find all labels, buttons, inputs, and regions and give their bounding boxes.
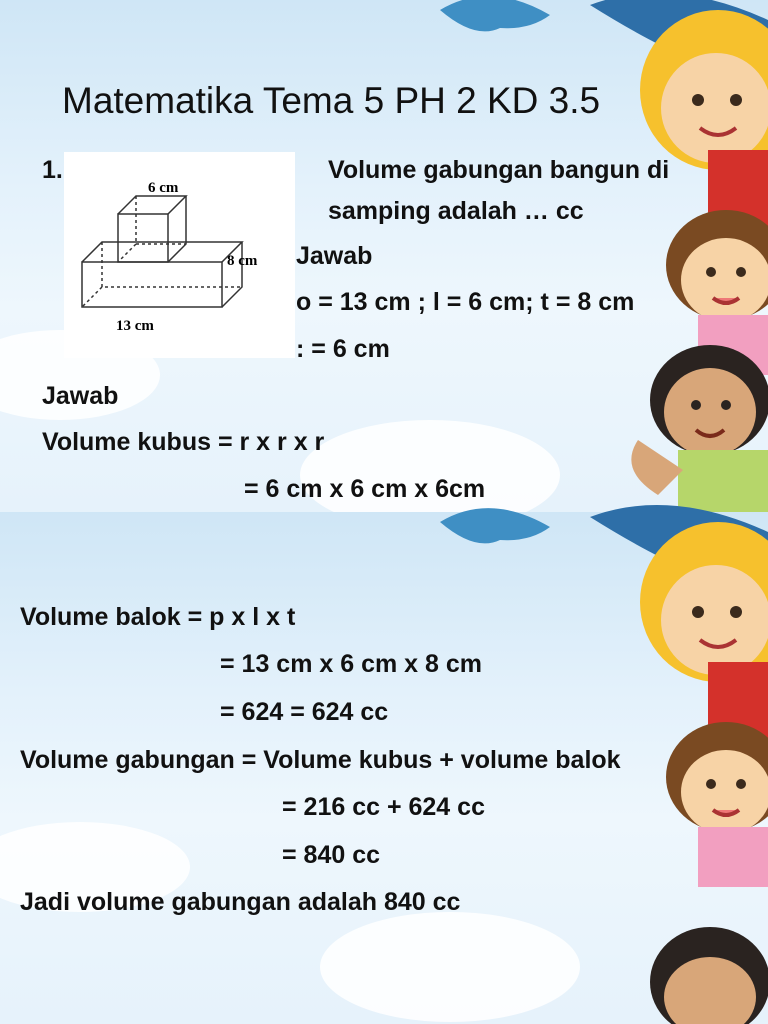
slide-2: [0, 512, 768, 1024]
given-cuboid: o = 13 cm ; l = 6 cm; t = 8 cm: [296, 288, 635, 316]
cuboid-volume-step: = 13 cm x 6 cm x 8 cm: [220, 650, 482, 678]
cloud-decoration: [320, 912, 580, 1022]
label-side: 8 cm: [227, 253, 258, 269]
combined-solid-diagram: [64, 152, 295, 358]
label-top: 6 cm: [148, 180, 179, 196]
cube-volume-step: = 6 cm x 6 cm x 6cm: [244, 475, 486, 503]
given-cube: : = 6 cm: [296, 335, 390, 363]
cuboid-volume-formula: Volume balok = p x l x t: [20, 603, 296, 631]
question-number: 1.: [42, 156, 63, 184]
combined-volume-formula: Volume gabungan = Volume kubus + volume balok: [20, 746, 621, 774]
question-line-2: samping adalah … cc: [328, 197, 584, 225]
page-title: Matematika Tema 5 PH 2 KD 3.5: [62, 80, 601, 121]
shape-figure: [64, 152, 295, 358]
given-label: Jawab: [296, 242, 373, 270]
children-illustration: [598, 512, 768, 1024]
cube-volume-formula: Volume kubus = r x r x r: [42, 428, 325, 456]
combined-volume-step: = 216 cc + 624 cc: [282, 793, 485, 821]
children-illustration: [598, 0, 768, 512]
cuboid-volume-result: = 624 = 624 cc: [220, 698, 389, 726]
answer-label: Jawab: [42, 382, 119, 410]
conclusion-text: Jadi volume gabungan adalah 840 cc: [20, 888, 461, 916]
combined-volume-result: = 840 cc: [282, 841, 381, 869]
question-line-1: Volume gabungan bangun di: [328, 156, 670, 184]
label-bottom: 13 cm: [116, 318, 154, 334]
